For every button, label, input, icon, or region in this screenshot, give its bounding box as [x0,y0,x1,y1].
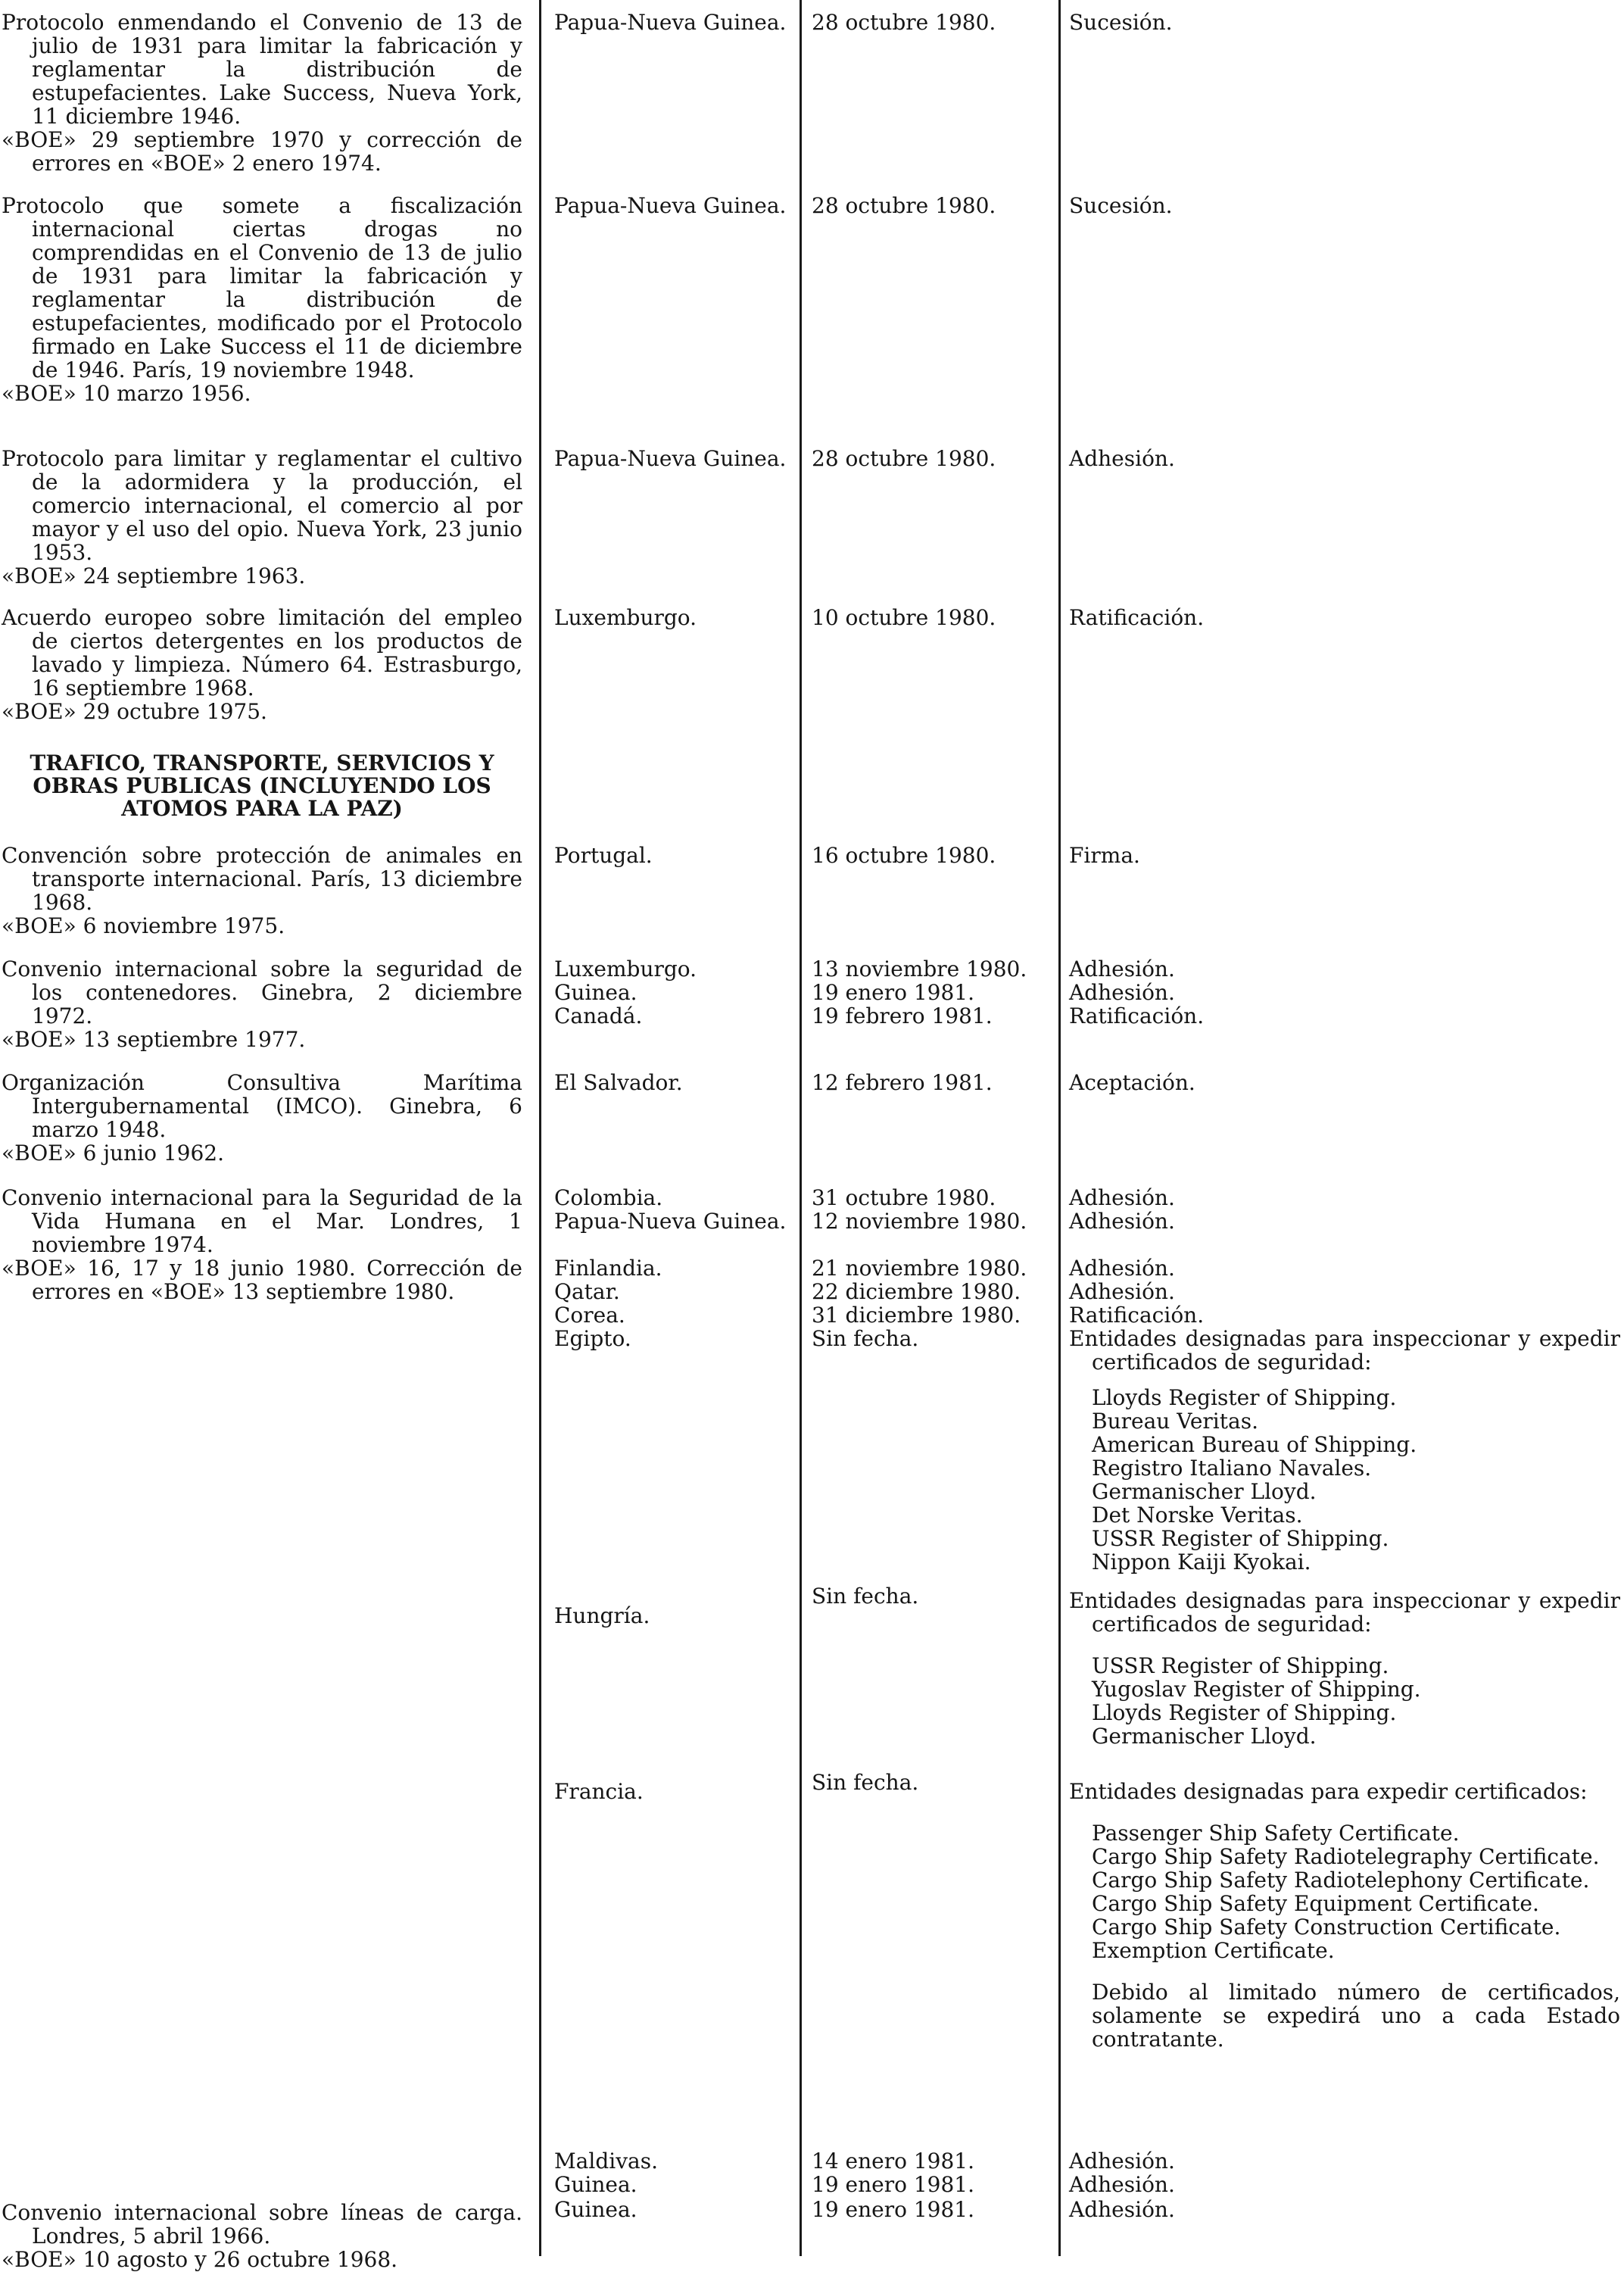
francia-date: Sin fecha. [812,1770,919,1795]
entry-boe: «BOE» 10 agosto y 26 octubre 1968. [2,2247,398,2272]
entry-1-date: 28 octubre 1980. [812,10,996,35]
hungria-date: Sin fecha. [812,1584,919,1609]
entry-3-description [2,447,522,588]
after-dates [812,2149,1054,2196]
entry-2-date: 28 octubre 1980. [812,193,996,218]
date: 22 diciembre 1980. [812,1279,1021,1304]
egipto-entities-list [1069,1386,1620,1574]
section-heading: TRAFICO, TRANSPORTE, SERVICIOS Y OBRAS PUBLICAS (INCLUYENDO LOS ATOMOS PARA LA PAZ) [30,751,494,821]
country: Canadá. [554,1003,643,1028]
transport-5-action: Adhesión. [1069,2197,1175,2222]
entry-boe: «BOE» 24 septiembre 1963. [2,563,306,588]
country: Guinea. [554,2172,637,2197]
country: Finlandia. [554,1256,662,1281]
entry-boe: «BOE» 29 octubre 1975. [2,699,267,724]
date: 19 enero 1981. [812,980,975,1005]
transport-1-action: Firma. [1069,843,1140,868]
list-item: Yugoslav Register of Shipping. [1092,1677,1421,1702]
entry-1-description [2,11,522,175]
list-item: Lloyds Register of Shipping. [1092,1385,1397,1410]
list-item: Cargo Ship Safety Radiotelephony Certificate. [1092,1868,1590,1893]
list-item: USSR Register of Shipping. [1092,1653,1389,1678]
transport-2-actions [1069,957,1620,1028]
action: Entidades designadas para expedir certificados: [1069,1779,1588,1804]
list-item: Bureau Veritas. [1092,1409,1258,1434]
entry-boe: «BOE» 13 septiembre 1977. [2,1027,306,1052]
entry-2-description [2,194,522,405]
list-item: Registro Italiano Navales. [1092,1456,1372,1481]
list-item: Cargo Ship Safety Construction Certificate. [1092,1915,1561,1940]
entry-boe: «BOE» 6 noviembre 1975. [2,913,285,938]
action: Adhesión. [1069,1185,1175,1210]
transport-2-countries [554,957,789,1028]
country: Qatar. [554,1279,620,1304]
transport-4-actions [1069,1186,1620,1374]
action: Adhesión. [1069,980,1175,1005]
list-item: USSR Register of Shipping. [1092,1526,1389,1551]
country: Luxemburgo. [554,957,697,982]
entry-title: Protocolo que somete a fiscalización internacional ciertas drogas no comprendidas en el Convenio de 13 de julio de 1931 para limitar la fabricación y reglamentar la distribución de estupefacientes, modificado por el Protocolo firmado en Lake Success el 11 de diciembre de 1946. París, 19 noviembre 1948. [2,193,522,382]
entry-4-action: Ratificación. [1069,605,1205,630]
hungria-block [1069,1589,1620,1748]
country: Egipto. [554,1326,631,1351]
transport-1-date: 16 octubre 1980. [812,843,996,868]
francia-note: Debido al limitado número de certificados, solamente se expedirá uno a cada Estado contratante. [1092,1980,1620,2052]
transport-2-dates [812,957,1054,1028]
entry-1-country: Papua-Nueva Guinea. [554,10,787,35]
entry-boe: «BOE» 29 septiembre 1970 y corrección de errores en «BOE» 2 enero 1974. [2,127,522,176]
transport-5-description [2,2201,522,2271]
date: Sin fecha. [812,1326,919,1351]
action: Adhesión. [1069,1209,1175,1234]
date: 13 noviembre 1980. [812,957,1027,982]
list-item: American Bureau of Shipping. [1092,1432,1417,1457]
transport-4-description [2,1186,522,1303]
date: 12 noviembre 1980. [812,1209,1027,1234]
entry-2-action: Sucesión. [1069,193,1173,218]
transport-3-country: El Salvador. [554,1070,683,1095]
list-item: Cargo Ship Safety Radiotelegraphy Certificate. [1092,1844,1600,1869]
list-item: Cargo Ship Safety Equipment Certificate. [1092,1891,1539,1916]
entry-title: Acuerdo europeo sobre limitación del empleo de ciertos detergentes en los productos de lavado y limpieza. Número 64. Estrasburgo, 16 septiembre 1968. [2,605,522,701]
action: Adhesión. [1069,1279,1175,1304]
transport-4-countries [554,1186,789,1350]
date: 19 febrero 1981. [812,1003,993,1028]
column-rule-1 [539,0,541,2256]
action: Entidades designadas para inspeccionar y expedir certificados de seguridad: [1069,1588,1620,1637]
date: 31 octubre 1980. [812,1185,996,1210]
action: Adhesión. [1069,1256,1175,1281]
action-egipto: Entidades designadas para inspeccionar y expedir certificados de seguridad: [1069,1326,1620,1375]
transport-3-description [2,1071,522,1165]
entry-title: Protocolo enmendando el Convenio de 13 de julio de 1931 para limitar la fabricación y reglamentar la distribución de estupefacientes. Lake Success, Nueva York, 11 diciembre 1946. [2,10,522,129]
list-item: Germanischer Lloyd. [1092,1724,1317,1749]
date: 14 enero 1981. [812,2149,975,2174]
after-countries [554,2149,789,2196]
entry-2-country: Papua-Nueva Guinea. [554,193,787,218]
list-item: Passenger Ship Safety Certificate. [1092,1821,1460,1846]
country: Colombia. [554,1185,663,1210]
action: Ratificación. [1069,1303,1205,1328]
transport-2-description [2,957,522,1051]
country: Maldivas. [554,2149,658,2174]
transport-5-country: Guinea. [554,2197,637,2222]
transport-4-dates [812,1186,1054,1350]
list-item: Exemption Certificate. [1092,1938,1335,1963]
column-rule-2 [800,0,802,2256]
list-item: Det Norske Veritas. [1092,1503,1303,1528]
country: Papua-Nueva Guinea. [554,1209,787,1234]
list-item: Nippon Kaiji Kyokai. [1092,1550,1311,1574]
date: 31 diciembre 1980. [812,1303,1021,1328]
transport-3-action: Aceptación. [1069,1070,1195,1095]
entry-boe: «BOE» 16, 17 y 18 junio 1980. Corrección de errores en «BOE» 13 septiembre 1980. [2,1256,522,1304]
list-item: Lloyds Register of Shipping. [1092,1700,1397,1725]
francia-block [1069,1780,1620,2051]
transport-1-country: Portugal. [554,843,653,868]
country: Guinea. [554,980,637,1005]
action: Adhesión. [1069,2149,1175,2174]
entry-3-action: Adhesión. [1069,446,1175,471]
action: Adhesión. [1069,2172,1175,2197]
entry-1-action: Sucesión. [1069,10,1173,35]
action: Ratificación. [1069,1003,1205,1028]
date: 19 enero 1981. [812,2172,975,2197]
transport-5-date: 19 enero 1981. [812,2197,975,2222]
entry-boe: «BOE» 6 junio 1962. [2,1141,224,1166]
entry-3-date: 28 octubre 1980. [812,446,996,471]
transport-3-date: 12 febrero 1981. [812,1070,993,1095]
date: 21 noviembre 1980. [812,1256,1027,1281]
entry-title: Organización Consultiva Marítima Intergubernamental (IMCO). Ginebra, 6 marzo 1948. [2,1070,522,1142]
action: Adhesión. [1069,957,1175,982]
entry-title: Protocolo para limitar y reglamentar el cultivo de la adormidera y la producción, el comercio internacional, el comercio al por mayor y el uso del opio. Nueva York, 23 junio 1953. [2,446,522,565]
entry-3-country: Papua-Nueva Guinea. [554,446,787,471]
entry-boe: «BOE» 10 marzo 1956. [2,381,251,406]
francia-country: Francia. [554,1779,644,1804]
after-actions [1069,2149,1620,2196]
hungria-country: Hungría. [554,1603,650,1628]
entry-title: Convenio internacional sobre la seguridad de los contenedores. Ginebra, 2 diciembre 1972. [2,957,522,1028]
entry-4-country: Luxemburgo. [554,605,697,630]
transport-1-description [2,844,522,938]
entry-4-date: 10 octubre 1980. [812,605,996,630]
country: Corea. [554,1303,625,1328]
entry-4-description [2,606,522,723]
column-rule-3 [1058,0,1061,2256]
list-item: Germanischer Lloyd. [1092,1479,1317,1504]
entry-title: Convenio internacional sobre líneas de carga. Londres, 5 abril 1966. [2,2200,522,2249]
entry-title: Convención sobre protección de animales en transporte internacional. París, 13 diciembre 1968. [2,843,522,915]
entry-title: Convenio internacional para la Seguridad de la Vida Humana en el Mar. Londres, 1 noviembre 1974. [2,1185,522,1257]
